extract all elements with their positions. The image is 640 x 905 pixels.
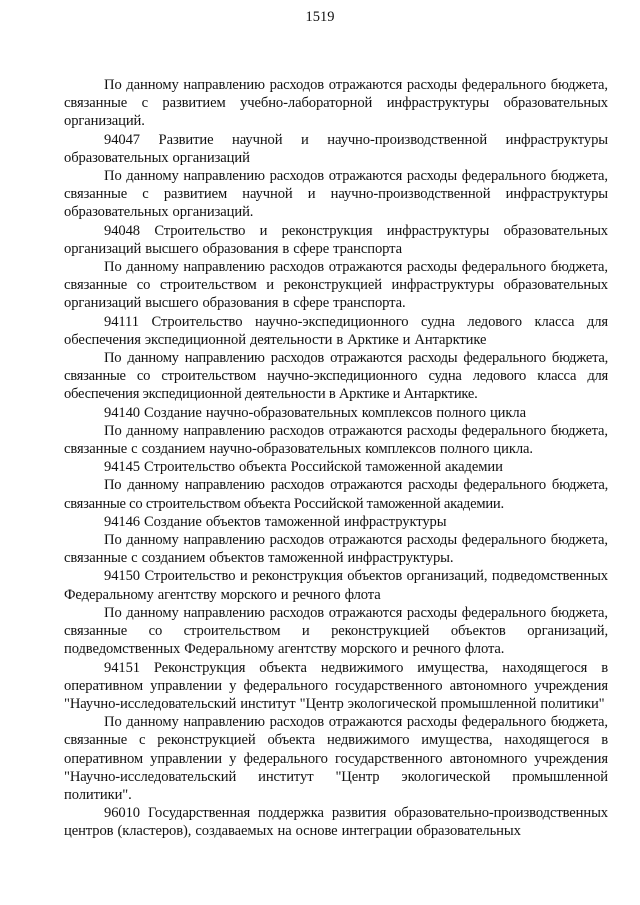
paragraph: По данному направлению расходов отражаются расходы федерального бюджета, связанные со строительством объекта Российской таможенной академии. <box>64 477 608 512</box>
section-heading: 94048 Строительство и реконструкция инфраструктуры образовательных организаций высшего образования в сфере транспорта <box>64 222 608 257</box>
section-heading: 94150 Строительство и реконструкция объектов организаций, подведомственных Федеральному агентству морского и речного флота <box>64 568 608 603</box>
section-heading: 94047 Развитие научной и научно-производственной инфраструктуры образовательных организаций <box>64 131 608 166</box>
section-heading: 94140 Создание научно-образовательных комплексов полного цикла <box>104 404 526 421</box>
document-body <box>64 76 608 841</box>
paragraph: По данному направлению расходов отражаются расходы федерального бюджета, связанные с созданием научно-образовательных комплексов полного цикла. <box>64 422 608 458</box>
section-heading: 96010 Государственная поддержка развития образовательно-производственных центров (кластеров), создаваемых на основе интеграции образовательных <box>64 805 608 840</box>
paragraph: По данному направлению расходов отражаются расходы федерального бюджета, связанные со строительством и реконструкцией объектов организаций, подведомственных Федеральному агентству морского и речного флота. <box>64 604 608 658</box>
paragraph: По данному направлению расходов отражаются расходы федерального бюджета, связанные с развитием учебно-лабораторной инфраструктуры образовательных организаций. <box>64 77 608 130</box>
paragraph: По данному направлению расходов отражаются расходы федерального бюджета, связанные со строительством и реконструкцией инфраструктуры образовательных организаций высшего образования в сфере транспорта. <box>64 259 608 312</box>
section-heading: 94146 Создание объектов таможенной инфраструктуры <box>104 513 447 530</box>
section-heading: 94145 Строительство объекта Российской таможенной академии <box>104 459 503 476</box>
paragraph: По данному направлению расходов отражаются расходы федерального бюджета, связанные со строительством научно-экспедиционного судна ледового класса для обеспечения экспедиционной деятельности в Арктике и Антарктике. <box>64 350 608 403</box>
paragraph: По данному направлению расходов отражаются расходы федерального бюджета, связанные с реконструкцией объекта недвижимого имущества, находящегося в оперативном управлении у федерального государственного автономного учреждения "Научно-исследовательский институт "Центр экологической промышленной политики". <box>64 714 608 803</box>
paragraph: По данному направлению расходов отражаются расходы федерального бюджета, связанные с созданием объектов таможенной инфраструктуры. <box>64 532 608 567</box>
section-heading: 94151 Реконструкция объекта недвижимого имущества, находящегося в оперативном управлении у федерального государственного автономного учреждения "Научно-исследовательский институт "Центр экологической промышленной политики" <box>64 659 608 712</box>
paragraph: По данному направлению расходов отражаются расходы федерального бюджета, связанные с развитием научной и научно-производственной инфраструктуры образовательных организаций. <box>64 168 608 221</box>
page-number: 1519 <box>305 9 335 25</box>
section-heading: 94111 Строительство научно-экспедиционного судна ледового класса для обеспечения экспедиционной деятельности в Арктике и Антарктике <box>64 313 608 348</box>
